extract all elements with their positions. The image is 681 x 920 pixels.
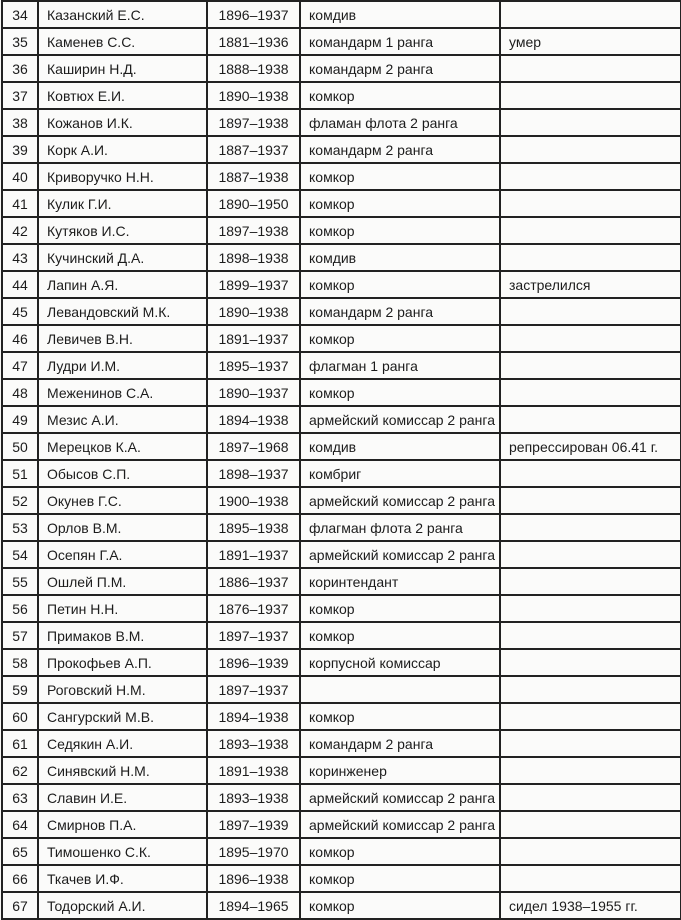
table-row — [2, 136, 681, 163]
cell-years: 1890–1938 — [207, 82, 300, 109]
officers-table-body — [2, 1, 681, 919]
table-row — [2, 433, 681, 460]
table-row — [2, 622, 681, 649]
cell-number: 50 — [2, 433, 38, 460]
table-row — [2, 406, 681, 433]
cell-note — [500, 784, 681, 811]
cell-rank: комдив — [300, 244, 500, 271]
cell-note: умер — [500, 28, 681, 55]
table-row — [2, 811, 681, 838]
table-row — [2, 514, 681, 541]
cell-name: Кулик Г.И. — [38, 190, 207, 217]
cell-note: застрелился — [500, 271, 681, 298]
cell-rank: командарм 1 ранга — [300, 28, 500, 55]
cell-rank: армейский комиссар 2 ранга — [300, 784, 500, 811]
cell-rank: коринтендант — [300, 568, 500, 595]
cell-note — [500, 190, 681, 217]
cell-years: 1876–1937 — [207, 595, 300, 622]
cell-years: 1896–1939 — [207, 649, 300, 676]
cell-years: 1900–1938 — [207, 487, 300, 514]
cell-number: 44 — [2, 271, 38, 298]
cell-note — [500, 136, 681, 163]
table-row — [2, 757, 681, 784]
cell-number: 47 — [2, 352, 38, 379]
cell-years: 1893–1938 — [207, 784, 300, 811]
cell-name: Кожанов И.К. — [38, 109, 207, 136]
cell-years: 1893–1938 — [207, 730, 300, 757]
cell-name: Сангурский М.В. — [38, 703, 207, 730]
cell-note — [500, 676, 681, 703]
cell-number: 64 — [2, 811, 38, 838]
cell-rank: комкор — [300, 163, 500, 190]
cell-note — [500, 541, 681, 568]
cell-note — [500, 865, 681, 892]
cell-rank: комкор — [300, 892, 500, 919]
cell-rank: комкор — [300, 217, 500, 244]
cell-name: Ковтюх Е.И. — [38, 82, 207, 109]
cell-number: 58 — [2, 649, 38, 676]
table-row — [2, 595, 681, 622]
table-row — [2, 460, 681, 487]
cell-note — [500, 55, 681, 82]
cell-years: 1895–1970 — [207, 838, 300, 865]
cell-rank: комкор — [300, 838, 500, 865]
cell-note — [500, 217, 681, 244]
cell-name: Кучинский Д.А. — [38, 244, 207, 271]
cell-years: 1898–1937 — [207, 460, 300, 487]
cell-name: Левичев В.Н. — [38, 325, 207, 352]
cell-number: 60 — [2, 703, 38, 730]
cell-years: 1891–1937 — [207, 325, 300, 352]
cell-rank: комкор — [300, 325, 500, 352]
cell-number: 66 — [2, 865, 38, 892]
table-row — [2, 838, 681, 865]
cell-note — [500, 244, 681, 271]
table-row — [2, 190, 681, 217]
cell-name: Седякин А.И. — [38, 730, 207, 757]
cell-rank: комкор — [300, 271, 500, 298]
cell-years: 1896–1938 — [207, 865, 300, 892]
cell-years: 1894–1965 — [207, 892, 300, 919]
cell-years: 1886–1937 — [207, 568, 300, 595]
cell-number: 34 — [2, 1, 38, 28]
cell-number: 63 — [2, 784, 38, 811]
cell-number: 37 — [2, 82, 38, 109]
cell-rank: комкор — [300, 703, 500, 730]
cell-years: 1894–1938 — [207, 406, 300, 433]
cell-number: 46 — [2, 325, 38, 352]
table-row — [2, 892, 681, 919]
cell-name: Кутяков И.С. — [38, 217, 207, 244]
cell-years: 1897–1939 — [207, 811, 300, 838]
cell-rank: армейский комиссар 2 ранга — [300, 811, 500, 838]
cell-years: 1890–1937 — [207, 379, 300, 406]
table-row — [2, 325, 681, 352]
cell-rank: корпусной комиссар — [300, 649, 500, 676]
cell-years: 1887–1938 — [207, 163, 300, 190]
cell-rank: фламан флота 2 ранга — [300, 109, 500, 136]
cell-number: 36 — [2, 55, 38, 82]
cell-note — [500, 811, 681, 838]
cell-rank: комкор — [300, 865, 500, 892]
cell-note — [500, 460, 681, 487]
cell-years: 1897–1937 — [207, 622, 300, 649]
cell-number: 49 — [2, 406, 38, 433]
cell-number: 62 — [2, 757, 38, 784]
cell-name: Окунев Г.С. — [38, 487, 207, 514]
cell-name: Петин Н.Н. — [38, 595, 207, 622]
table-row — [2, 163, 681, 190]
cell-note: репрессирован 06.41 г. — [500, 433, 681, 460]
cell-rank — [300, 676, 500, 703]
cell-note — [500, 757, 681, 784]
cell-rank: комбриг — [300, 460, 500, 487]
table-row — [2, 109, 681, 136]
cell-rank: комдив — [300, 1, 500, 28]
cell-years: 1897–1938 — [207, 217, 300, 244]
cell-name: Каменев С.С. — [38, 28, 207, 55]
cell-number: 59 — [2, 676, 38, 703]
cell-years: 1896–1937 — [207, 1, 300, 28]
table-row — [2, 379, 681, 406]
cell-rank: коринженер — [300, 757, 500, 784]
cell-note — [500, 352, 681, 379]
cell-note — [500, 163, 681, 190]
cell-number: 57 — [2, 622, 38, 649]
cell-rank: флагман флота 2 ранга — [300, 514, 500, 541]
cell-name: Ткачев И.Ф. — [38, 865, 207, 892]
cell-note — [500, 406, 681, 433]
cell-name: Мерецков К.А. — [38, 433, 207, 460]
table-row — [2, 568, 681, 595]
cell-years: 1897–1937 — [207, 676, 300, 703]
cell-name: Славин И.Е. — [38, 784, 207, 811]
cell-years: 1891–1938 — [207, 757, 300, 784]
table-row — [2, 649, 681, 676]
cell-years: 1890–1938 — [207, 298, 300, 325]
cell-years: 1899–1937 — [207, 271, 300, 298]
cell-rank: комдив — [300, 433, 500, 460]
cell-rank: флагман 1 ранга — [300, 352, 500, 379]
cell-rank: армейский комиссар 2 ранга — [300, 406, 500, 433]
cell-rank: комкор — [300, 379, 500, 406]
cell-name: Осепян Г.А. — [38, 541, 207, 568]
cell-name: Лудри И.М. — [38, 352, 207, 379]
table-row — [2, 82, 681, 109]
cell-years: 1898–1938 — [207, 244, 300, 271]
cell-years: 1895–1938 — [207, 514, 300, 541]
cell-name: Каширин Н.Д. — [38, 55, 207, 82]
cell-rank: командарм 2 ранга — [300, 298, 500, 325]
cell-name: Роговский Н.М. — [38, 676, 207, 703]
table-row — [2, 487, 681, 514]
cell-number: 56 — [2, 595, 38, 622]
cell-note — [500, 595, 681, 622]
table-row — [2, 352, 681, 379]
cell-rank: командарм 2 ранга — [300, 55, 500, 82]
cell-rank: комкор — [300, 190, 500, 217]
cell-years: 1881–1936 — [207, 28, 300, 55]
cell-number: 45 — [2, 298, 38, 325]
cell-number: 40 — [2, 163, 38, 190]
table-row — [2, 784, 681, 811]
cell-number: 48 — [2, 379, 38, 406]
cell-name: Синявский Н.М. — [38, 757, 207, 784]
cell-number: 53 — [2, 514, 38, 541]
table-row — [2, 703, 681, 730]
cell-name: Орлов В.М. — [38, 514, 207, 541]
table-row — [2, 1, 681, 28]
cell-years: 1891–1937 — [207, 541, 300, 568]
cell-name: Криворучко Н.Н. — [38, 163, 207, 190]
cell-years: 1894–1938 — [207, 703, 300, 730]
cell-years: 1890–1950 — [207, 190, 300, 217]
cell-note — [500, 730, 681, 757]
cell-number: 42 — [2, 217, 38, 244]
cell-name: Левандовский М.К. — [38, 298, 207, 325]
cell-note — [500, 838, 681, 865]
table-row — [2, 541, 681, 568]
cell-note — [500, 379, 681, 406]
cell-number: 51 — [2, 460, 38, 487]
cell-rank: командарм 2 ранга — [300, 136, 500, 163]
cell-note — [500, 109, 681, 136]
officers-table — [1, 0, 681, 920]
cell-rank: армейский комиссар 2 ранга — [300, 487, 500, 514]
cell-name: Ошлей П.М. — [38, 568, 207, 595]
cell-number: 65 — [2, 838, 38, 865]
cell-name: Тимошенко С.К. — [38, 838, 207, 865]
cell-name: Обысов С.П. — [38, 460, 207, 487]
cell-note — [500, 514, 681, 541]
table-row — [2, 244, 681, 271]
cell-name: Смирнов П.А. — [38, 811, 207, 838]
cell-note — [500, 487, 681, 514]
cell-rank: комкор — [300, 595, 500, 622]
table-row — [2, 217, 681, 244]
cell-years: 1895–1937 — [207, 352, 300, 379]
cell-name: Корк А.И. — [38, 136, 207, 163]
cell-years: 1897–1938 — [207, 109, 300, 136]
table-row — [2, 28, 681, 55]
table-row — [2, 298, 681, 325]
cell-number: 61 — [2, 730, 38, 757]
cell-note — [500, 622, 681, 649]
cell-years: 1887–1937 — [207, 136, 300, 163]
cell-number: 41 — [2, 190, 38, 217]
cell-number: 67 — [2, 892, 38, 919]
cell-note — [500, 1, 681, 28]
cell-number: 52 — [2, 487, 38, 514]
table-row — [2, 55, 681, 82]
cell-note — [500, 325, 681, 352]
cell-number: 38 — [2, 109, 38, 136]
cell-number: 35 — [2, 28, 38, 55]
cell-name: Примаков В.М. — [38, 622, 207, 649]
cell-note — [500, 568, 681, 595]
cell-note — [500, 82, 681, 109]
cell-rank: командарм 2 ранга — [300, 730, 500, 757]
cell-number: 54 — [2, 541, 38, 568]
cell-note — [500, 703, 681, 730]
cell-rank: армейский комиссар 2 ранга — [300, 541, 500, 568]
cell-years: 1888–1938 — [207, 55, 300, 82]
cell-name: Прокофьев А.П. — [38, 649, 207, 676]
cell-years: 1897–1968 — [207, 433, 300, 460]
cell-number: 43 — [2, 244, 38, 271]
cell-name: Мезис А.И. — [38, 406, 207, 433]
cell-name: Лапин А.Я. — [38, 271, 207, 298]
cell-name: Меженинов С.А. — [38, 379, 207, 406]
cell-note — [500, 649, 681, 676]
cell-name: Казанский Е.С. — [38, 1, 207, 28]
table-row — [2, 730, 681, 757]
cell-number: 39 — [2, 136, 38, 163]
cell-rank: комкор — [300, 82, 500, 109]
cell-rank: комкор — [300, 622, 500, 649]
cell-number: 55 — [2, 568, 38, 595]
cell-name: Тодорский А.И. — [38, 892, 207, 919]
table-row — [2, 676, 681, 703]
table-row — [2, 865, 681, 892]
cell-note — [500, 298, 681, 325]
cell-note: сидел 1938–1955 гг. — [500, 892, 681, 919]
table-row — [2, 271, 681, 298]
